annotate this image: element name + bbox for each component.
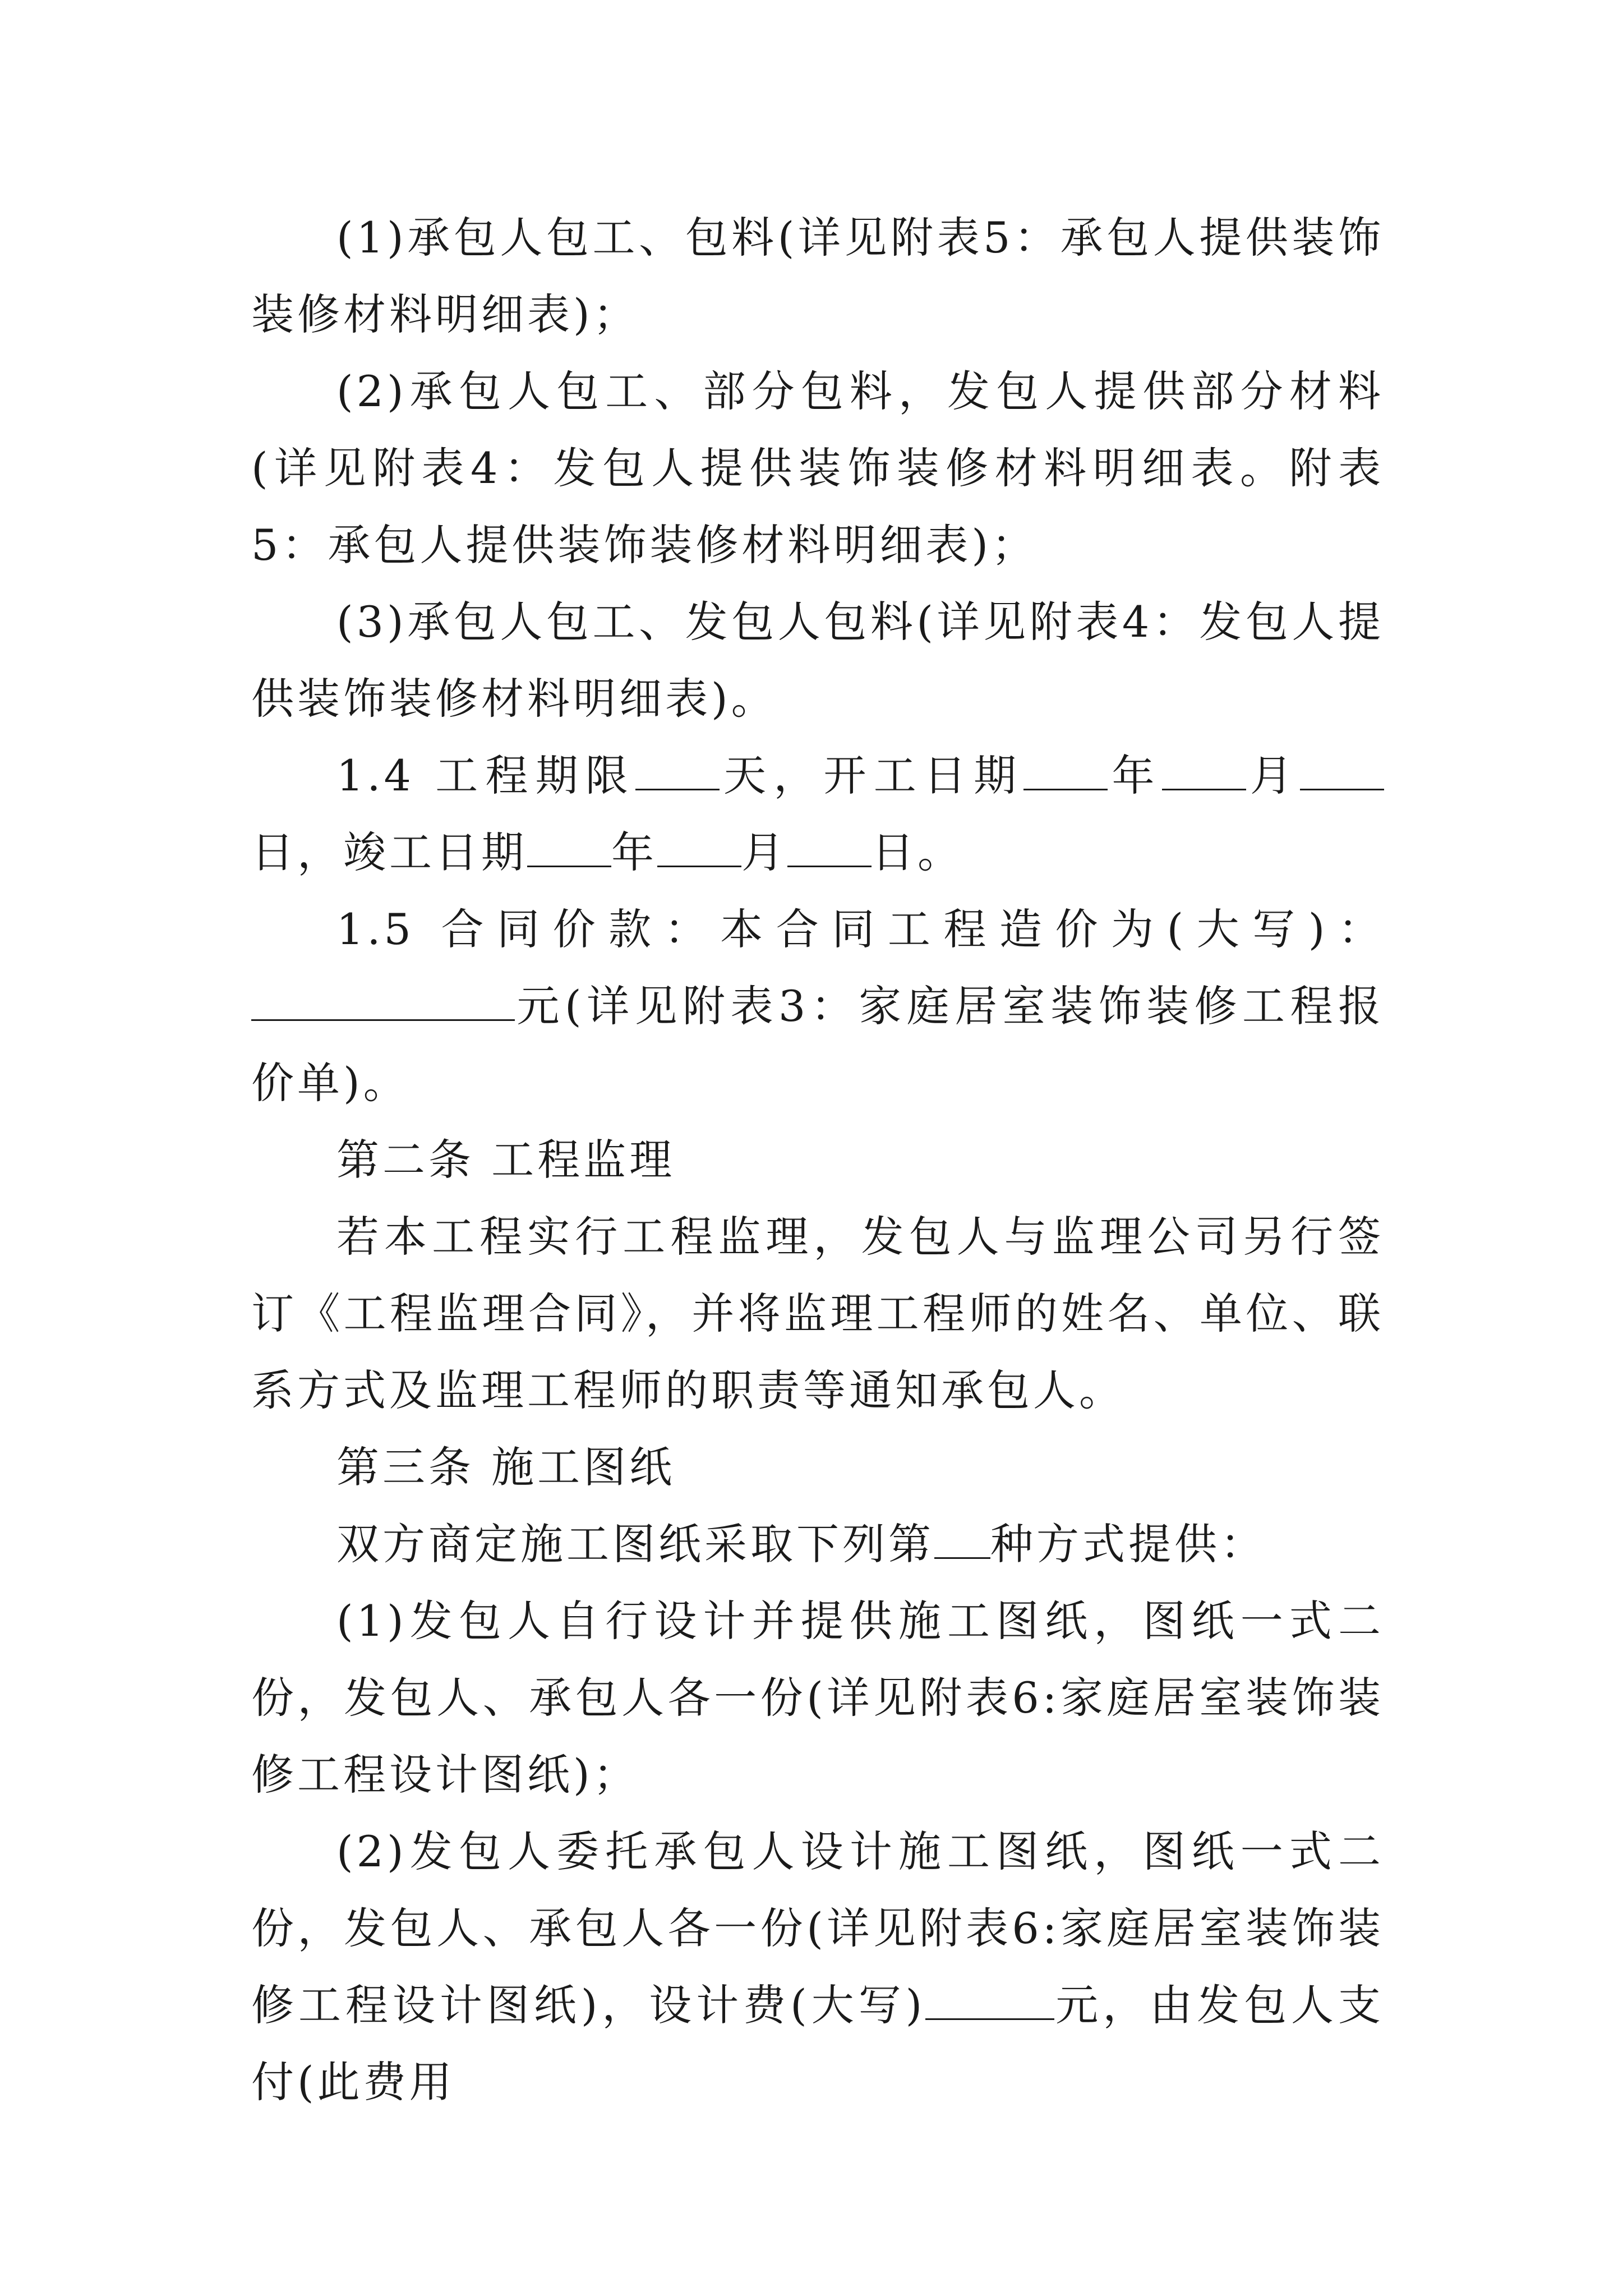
section-heading-supervision: 第二条 工程监理 [336,1135,676,1185]
paragraph-option-1: (1)承包人包工、包料(详见附表5：承包人提供装饰装修材料明细表)； [251,213,1384,339]
start-month-label: 月 [1246,751,1301,800]
end-month-label: 月 [741,827,787,877]
contract-price-label: 1.5 合同价款：本合同工程造价为(大写)： [336,904,1384,954]
design-fee-blank [925,1976,1054,2020]
drawing-method-label: 双方商定施工图纸采取下列第 [336,1519,934,1569]
end-year-blank [527,823,611,867]
period-label: 1.4 工程期限 [336,751,635,800]
start-date-label: 天，开工日期 [719,751,1024,800]
method-blank [934,1515,990,1559]
end-year-label: 年 [611,827,657,877]
drawing-option-2-text: (2)发包人委托承包人设计施工图纸，图纸一式二份，发包人、承包人各一份(详见附表6:家庭居室装饰装修工程设计图纸)，设计费(大写) [251,1826,1384,2030]
price-unit-text: 元(详见附表3：家庭居室装饰装修工程报价单)。 [251,981,1384,1108]
paragraph-contract-price [251,968,1384,1121]
price-blank [251,977,515,1021]
end-day-label: 日。 [872,827,963,877]
paragraph-construction-period [251,737,1384,891]
paragraph-drawing-option-1: (1)发包人自行设计并提供施工图纸，图纸一式二份，发包人、承包人各一份(详见附表6:家庭居室装饰装修工程设计图纸)； [251,1596,1384,1800]
start-year-blank [1023,746,1108,790]
paragraph-option-3: (3)承包人包工、发包人包料(详见附表4：发包人提供装饰装修材料明细表)。 [251,597,1384,724]
document-page [251,199,1384,2120]
paragraph-option-2: (2)承包人包工、部分包料，发包人提供部分材料(详见附表4：发包人提供装饰装修材料明细表。附表5：承包人提供装饰装修材料明细表)； [251,366,1384,570]
start-year-label: 年 [1108,751,1162,800]
end-month-blank [657,823,741,867]
paragraph-drawing-method [251,1506,1384,1582]
drawing-method-suffix: 种方式提供： [990,1519,1266,1569]
start-day-blank [1300,746,1384,790]
paragraph-drawing-option-2 [251,1813,1384,2120]
end-day-blank [787,823,872,867]
section-heading-drawings: 第三条 施工图纸 [336,1442,676,1492]
paragraph-supervision: 若本工程实行工程监理，发包人与监理公司另行签订《工程监理合同》，并将监理工程师的姓名、单位、联系方式及监理工程师的职责等通知承包人。 [251,1212,1384,1415]
days-blank [635,746,720,790]
start-month-blank [1162,746,1246,790]
paragraph-contract-price-line [251,891,1384,968]
design-fee-suffix: 元，由发包人支付(此费用 [251,1980,1385,2107]
end-date-label: 日，竣工日期 [251,827,527,877]
